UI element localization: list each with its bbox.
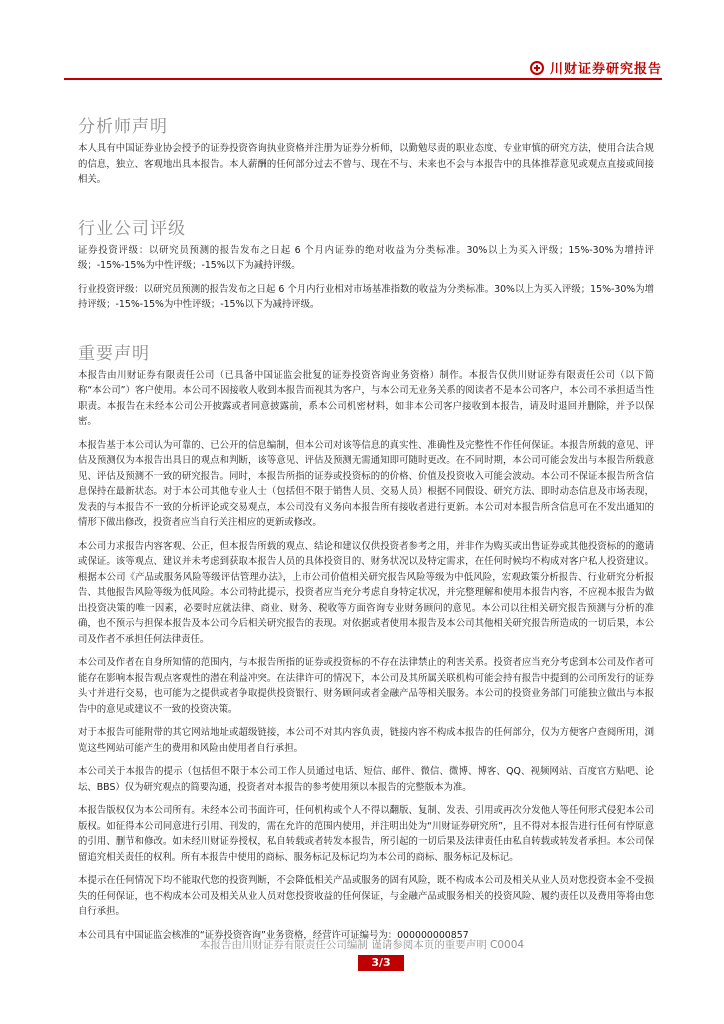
rating-heading: 行业公司评级 — [78, 218, 186, 239]
analyst-statement-text: 本人具有中国证券业协会授予的证券投资咨询执业资格并注册为证券分析师，以勤勉尽责的职业态度、专业审慎的研究方法，使用合法合规的信息，独立、客观地出具本报告。本人薪酬的任何部分过去不曾与、现在不与、未来也不会与本报告中的具体推荐意见或观点直接或间接相关。 — [78, 143, 654, 185]
notice-paragraph: 本公司力求报告内容客观、公正，但本报告所载的观点、结论和建议仅供投资者参考之用，并非作为购买或出售证券或其他投资标的的邀请或保证。该等观点、建议并未考虑到获取本报告人员的具体投资目的、财务状况以及特定需求，在任何时候均不构成对客户私人投资建议。根据本公司《产品或服务风险等级评估管理办法》，上市公司价值相关研究报告风险等级为中低风险，宏观政策分析报告、行业研究分析报告、其他报告风险等级为低风险。本公司特此提示，投资者应当充分考虑自身特定状况，并完整理解和使用本报告内容，不应视本报告为做出投资决策的唯一因素，必要时应就法律、商业、财务、税收等方面咨询专业财务顾问的意见。本公司以往相关研究报告预测与分析的准确，也不预示与担保本报告及本公司今后相关研究报告的表现。对依据或者使用本报告及本公司其他相关研究报告所造成的一切后果，本公司及作者不承担任何法律责任。 — [78, 540, 654, 645]
notice-paragraph: 本提示在任何情况下均不能取代您的投资判断，不会降低相关产品或服务的固有风险，既不构成本公司及相关从业人员对您投资本金不受损失的任何保证，也不构成本公司及相关从业人员对您投资收益的任何保证，与金融产品或服务相关的投资风险、履约责任以及费用等将由您自行承担。 — [78, 875, 654, 917]
notice-paragraph: 本报告版权仅为本公司所有。未经本公司书面许可，任何机构或个人不得以翻版、复制、发表、引用或再次分发他人等任何形式侵犯本公司版权。如征得本公司同意进行引用、刊发的，需在允许的范围内使用，并注明出处为“川财证券研究所”，且不得对本报告进行任何有悖原意的引用、删节和修改。如未经川财证券授权，私自转载或者转发本报告，所引起的一切后果及法律责任由私自转载或转发者承担。本公司保留追究相关责任的权利。所有本报告中使用的商标、服务标记及标记均为本公司的商标、服务标记及标记。 — [78, 805, 654, 863]
page-number-badge: 3/3 — [358, 955, 404, 971]
analyst-statement-heading: 分析师声明 — [78, 117, 168, 137]
page-header — [64, 56, 662, 86]
notice-paragraph: 本报告由川财证券有限责任公司（已具备中国证监会批复的证券投资咨询业务资格）制作。本报告仅供川财证券有限责任公司（以下简称“本公司”）客户使用。本公司不因接收人收到本报告而视其为客户，与本公司无业务关系的阅读者不是本公司客户，本公司不承担适当性职责。本报告在未经本公司公开披露或者同意披露前，系本公司机密材料，如非本公司客户接收到本报告，请及时退回并删除，并予以保密。 — [78, 369, 654, 427]
main-content — [78, 112, 654, 943]
license-number-text: 本公司具有中国证监会核准的“证券投资咨询”业务资格，经营许可证编号为：000000000857 — [78, 929, 469, 941]
notice-paragraph: 本公司及作者在自身所知情的范围内，与本报告所指的证券或投资标的不存在法律禁止的利害关系。投资者应当充分考虑到本公司及作者可能存在影响本报告观点客观性的潜在利益冲突。在法律许可的情况下，本公司及其所属关联机构可能会持有报告中提到的公司所发行的证券头寸并进行交易，也可能为之提供或者争取提供投资银行、财务顾问或者金融产品等相关服务。本公司的投资业务部门可能独立做出与本报告中的意见或建议不一致的投资决策。 — [78, 657, 654, 715]
brand-logo — [530, 58, 662, 77]
important-notice-heading: 重要声明 — [78, 343, 150, 364]
header-divider — [64, 78, 662, 80]
notice-paragraph: 本报告基于本公司认为可靠的、已公开的信息编制，但本公司对该等信息的真实性、准确性及完整性不作任何保证。本报告所载的意见、评估及预测仅为本报告出具日的观点和判断，该等意见、评估及预测无需通知即可随时更改。在不同时期，本公司可能会发出与本报告所载意见、评估及预测不一致的研究报告。同时，本报告所指的证券或投资标的的价格、价值及投资收入可能会波动。本公司不保证本报告所含信息保持在最新状态。对于本公司其他专业人士（包括但不限于销售人员、交易人员）根据不同假设、研究方法、即时动态信息及市场表现，发表的与本报告不一致的分析评论或交易观点，本公司没有义务向本报告所有接收者进行更新。本公司对本报告所含信息可在不发出通知的情形下做出修改，投资者应当自行关注相应的更新或修改。 — [78, 439, 654, 528]
stock-rating-text: 证券投资评级：以研究员预测的报告发布之日起 6 个月内证券的绝对收益为分类标准。30%以上为买入评级；15%-30%为增持评级；-15%-15%为中性评级；-15%以下为减持评级。 — [78, 244, 654, 271]
chuancai-logo-icon — [530, 61, 544, 75]
notice-paragraph: 本公司关于本报告的提示（包括但不限于本公司工作人员通过电话、短信、邮件、微信、微博、博客、QQ、视频网站、百度官方贴吧、论坛、BBS）仅为研究观点的简要沟通，投资者对本报告的参考使用须以本报告的完整版本为准。 — [78, 766, 654, 793]
notice-paragraph: 对于本报告可能附带的其它网站地址或超级链接，本公司不对其内容负责，链接内容不构成本报告的任何部分，仅为方便客户查阅所用，浏览这些网站可能产生的费用和风险由使用者自行承担。 — [78, 727, 654, 754]
brand-title: 川财证券研究报告 — [549, 62, 662, 77]
industry-rating-text: 行业投资评级：以研究员预测的报告发布之日起 6 个月内行业相对市场基准指数的收益为分类标准。30%以上为买入评级；15%-30%为增持评级；-15%-15%为中性评级；-15%以下为减持评级。 — [78, 283, 654, 310]
footer-disclaimer: 本报告由川财证券有限责任公司编制 谨请参阅本页的重要声明 C0004 — [199, 939, 525, 951]
